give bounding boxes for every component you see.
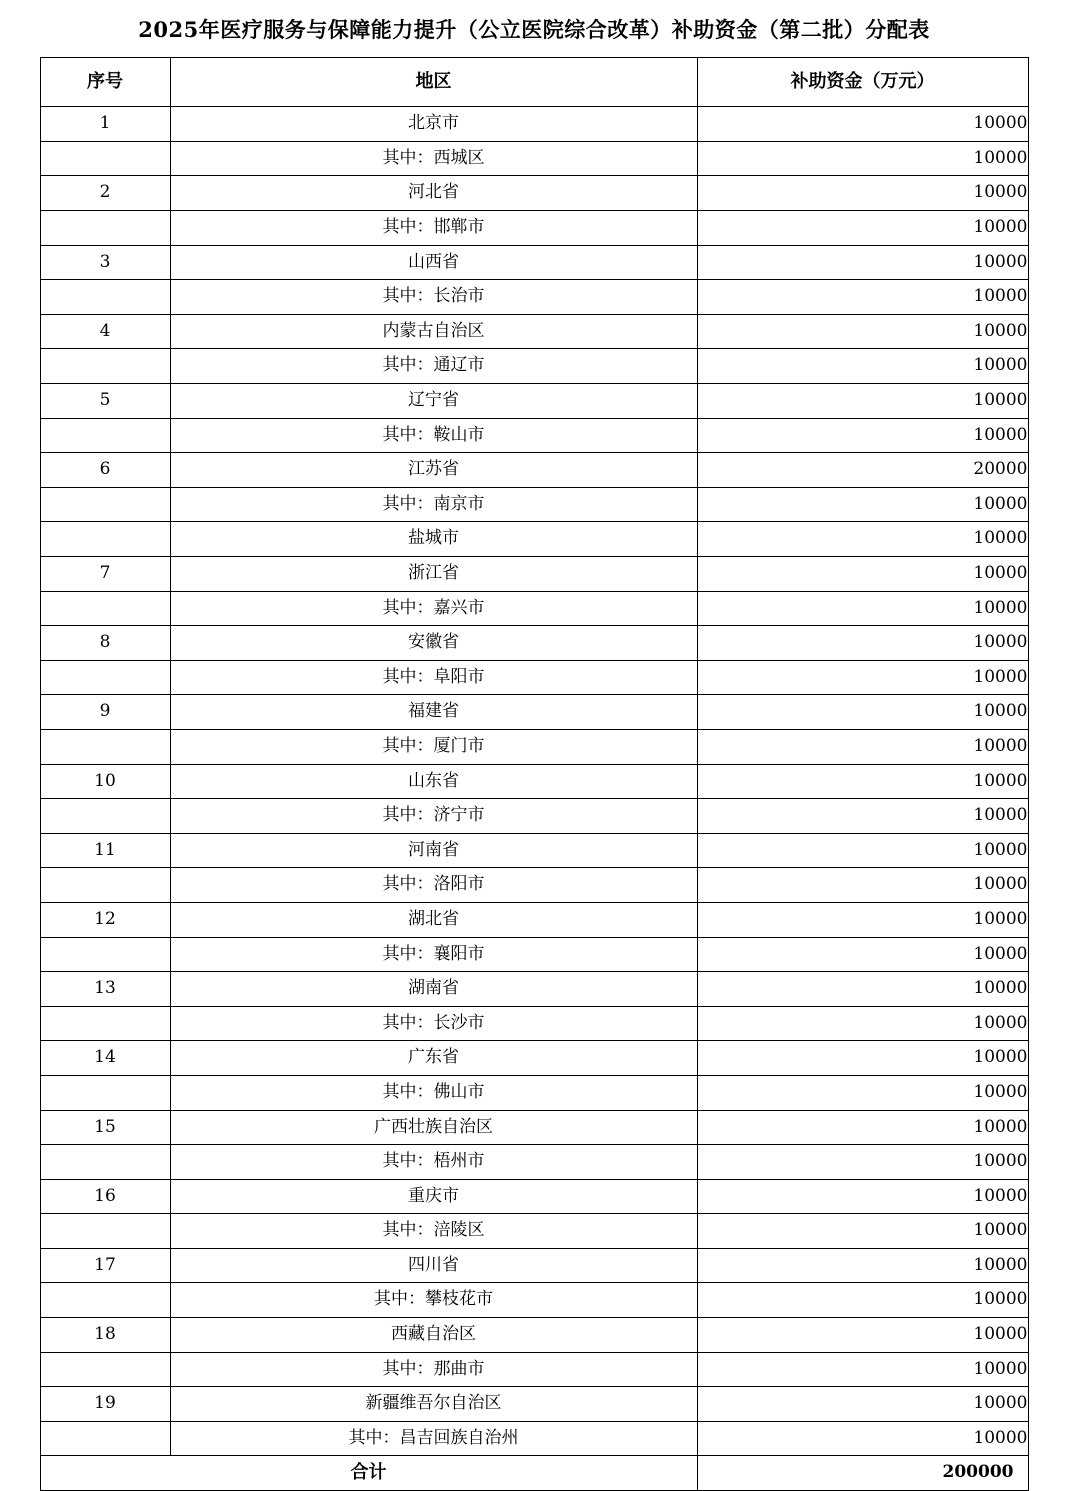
- row-region-sub: 其中：涪陵区: [170, 1214, 697, 1249]
- row-amount: 10000: [697, 1421, 1028, 1456]
- row-region: 北京市: [170, 107, 697, 142]
- table-row: [40, 1318, 1028, 1353]
- row-amount: 10000: [697, 799, 1028, 834]
- row-region-sub: 其中：邯郸市: [170, 211, 697, 246]
- row-index: 12: [40, 902, 170, 937]
- row-region-sub: 其中：那曲市: [170, 1352, 697, 1387]
- table-header-row: [40, 58, 1028, 107]
- row-index: [40, 729, 170, 764]
- row-index: 3: [40, 245, 170, 280]
- row-index: 19: [40, 1387, 170, 1422]
- table-row: [40, 314, 1028, 349]
- page-title: 2025年医疗服务与保障能力提升（公立医院综合改革）补助资金（第二批）分配表: [138, 17, 930, 42]
- table-row: [40, 1006, 1028, 1041]
- row-index: [40, 799, 170, 834]
- table-row: [40, 211, 1028, 246]
- table-row: [40, 902, 1028, 937]
- row-index: 5: [40, 384, 170, 419]
- row-amount: 10000: [697, 418, 1028, 453]
- total-label: 合计: [40, 1456, 697, 1491]
- row-amount: 10000: [697, 833, 1028, 868]
- row-region: 湖南省: [170, 972, 697, 1007]
- row-amount: 10000: [697, 695, 1028, 730]
- column-header-region: 地区: [170, 58, 697, 107]
- row-index: [40, 522, 170, 557]
- row-region: 西藏自治区: [170, 1318, 697, 1353]
- row-amount: 10000: [697, 1145, 1028, 1180]
- row-index: 13: [40, 972, 170, 1007]
- row-index: [40, 1283, 170, 1318]
- row-amount: 10000: [697, 176, 1028, 211]
- row-index: [40, 1352, 170, 1387]
- row-region: 河南省: [170, 833, 697, 868]
- table-row: [40, 1387, 1028, 1422]
- table-row: [40, 833, 1028, 868]
- table-row: [40, 176, 1028, 211]
- table-row: [40, 1421, 1028, 1456]
- row-index: 16: [40, 1179, 170, 1214]
- row-region: 山东省: [170, 764, 697, 799]
- row-amount: 10000: [697, 487, 1028, 522]
- total-row: [40, 1456, 1028, 1491]
- total-amount: 200000: [697, 1456, 1028, 1491]
- row-amount: 10000: [697, 1075, 1028, 1110]
- row-index: 8: [40, 626, 170, 661]
- row-index: [40, 1145, 170, 1180]
- row-index: 9: [40, 695, 170, 730]
- row-amount: 10000: [697, 384, 1028, 419]
- row-index: [40, 141, 170, 176]
- row-region-sub: 其中：长治市: [170, 280, 697, 315]
- table-row: [40, 522, 1028, 557]
- table-row: [40, 626, 1028, 661]
- row-amount: 10000: [697, 1318, 1028, 1353]
- row-region: 安徽省: [170, 626, 697, 661]
- row-region-sub: 其中：通辽市: [170, 349, 697, 384]
- row-amount: 10000: [697, 557, 1028, 592]
- row-amount: 10000: [697, 522, 1028, 557]
- row-index: 11: [40, 833, 170, 868]
- row-region-sub: 其中：佛山市: [170, 1075, 697, 1110]
- row-amount: 10000: [697, 1214, 1028, 1249]
- row-region: 广东省: [170, 1041, 697, 1076]
- row-amount: 20000: [697, 453, 1028, 488]
- row-amount: 10000: [697, 349, 1028, 384]
- row-region-sub: 其中：襄阳市: [170, 937, 697, 972]
- row-index: [40, 1075, 170, 1110]
- table-row: [40, 1352, 1028, 1387]
- table-row: [40, 729, 1028, 764]
- row-index: 14: [40, 1041, 170, 1076]
- column-header-index: 序号: [40, 58, 170, 107]
- table-row: [40, 453, 1028, 488]
- row-index: 6: [40, 453, 170, 488]
- row-index: 1: [40, 107, 170, 142]
- table-row: [40, 1214, 1028, 1249]
- row-region-sub: 其中：攀枝花市: [170, 1283, 697, 1318]
- row-amount: 10000: [697, 729, 1028, 764]
- row-amount: 10000: [697, 245, 1028, 280]
- row-amount: 10000: [697, 1110, 1028, 1145]
- row-amount: 10000: [697, 314, 1028, 349]
- row-index: [40, 660, 170, 695]
- row-region-sub: 其中：长沙市: [170, 1006, 697, 1041]
- row-index: [40, 1421, 170, 1456]
- row-index: [40, 211, 170, 246]
- table-row: [40, 937, 1028, 972]
- row-region-sub: 其中：西城区: [170, 141, 697, 176]
- table-row: [40, 1110, 1028, 1145]
- row-amount: 10000: [697, 1283, 1028, 1318]
- row-index: 17: [40, 1248, 170, 1283]
- row-index: [40, 418, 170, 453]
- row-region: 浙江省: [170, 557, 697, 592]
- row-index: [40, 349, 170, 384]
- row-region-sub: 其中：南京市: [170, 487, 697, 522]
- row-amount: 10000: [697, 591, 1028, 626]
- row-index: [40, 591, 170, 626]
- table-row: [40, 557, 1028, 592]
- table-row: [40, 764, 1028, 799]
- row-amount: 10000: [697, 1041, 1028, 1076]
- row-amount: 10000: [697, 280, 1028, 315]
- row-index: [40, 487, 170, 522]
- row-region-sub: 其中：嘉兴市: [170, 591, 697, 626]
- row-index: 4: [40, 314, 170, 349]
- table-row: [40, 107, 1028, 142]
- row-amount: 10000: [697, 937, 1028, 972]
- row-amount: 10000: [697, 211, 1028, 246]
- row-region: 四川省: [170, 1248, 697, 1283]
- table-row: [40, 695, 1028, 730]
- row-index: [40, 1214, 170, 1249]
- row-region-sub: 其中：厦门市: [170, 729, 697, 764]
- table-row: [40, 1075, 1028, 1110]
- row-amount: 10000: [697, 868, 1028, 903]
- row-amount: 10000: [697, 1352, 1028, 1387]
- row-region: 河北省: [170, 176, 697, 211]
- row-amount: 10000: [697, 1248, 1028, 1283]
- table-row: [40, 1041, 1028, 1076]
- row-index: [40, 280, 170, 315]
- row-region-sub: 其中：昌吉回族自治州: [170, 1421, 697, 1456]
- row-amount: 10000: [697, 972, 1028, 1007]
- table-row: [40, 799, 1028, 834]
- table-row: [40, 245, 1028, 280]
- row-index: 7: [40, 557, 170, 592]
- row-amount: 10000: [697, 902, 1028, 937]
- row-index: [40, 868, 170, 903]
- row-amount: 10000: [697, 660, 1028, 695]
- row-region: 重庆市: [170, 1179, 697, 1214]
- table-row: [40, 1248, 1028, 1283]
- row-region: 辽宁省: [170, 384, 697, 419]
- row-region-sub: 其中：梧州市: [170, 1145, 697, 1180]
- table-row: [40, 591, 1028, 626]
- row-region: 广西壮族自治区: [170, 1110, 697, 1145]
- row-region-sub: 其中：阜阳市: [170, 660, 697, 695]
- row-amount: 10000: [697, 1006, 1028, 1041]
- row-index: 10: [40, 764, 170, 799]
- row-region-sub: 其中：济宁市: [170, 799, 697, 834]
- table-row: [40, 1283, 1028, 1318]
- row-region: 江苏省: [170, 453, 697, 488]
- table-row: [40, 141, 1028, 176]
- row-index: [40, 1006, 170, 1041]
- row-region-sub: 盐城市: [170, 522, 697, 557]
- row-index: 18: [40, 1318, 170, 1353]
- table-row: [40, 868, 1028, 903]
- row-amount: 10000: [697, 764, 1028, 799]
- row-region: 内蒙古自治区: [170, 314, 697, 349]
- column-header-amount: 补助资金（万元）: [697, 58, 1028, 107]
- row-index: 2: [40, 176, 170, 211]
- row-region: 新疆维吾尔自治区: [170, 1387, 697, 1422]
- row-index: 15: [40, 1110, 170, 1145]
- row-amount: 10000: [697, 107, 1028, 142]
- row-amount: 10000: [697, 1387, 1028, 1422]
- table-row: [40, 660, 1028, 695]
- row-region-sub: 其中：鞍山市: [170, 418, 697, 453]
- row-region: 湖北省: [170, 902, 697, 937]
- table-row: [40, 280, 1028, 315]
- row-region: 福建省: [170, 695, 697, 730]
- row-amount: 10000: [697, 626, 1028, 661]
- row-region-sub: 其中：洛阳市: [170, 868, 697, 903]
- allocation-table: [40, 57, 1029, 1491]
- table-row: [40, 1179, 1028, 1214]
- table-row: [40, 349, 1028, 384]
- row-amount: 10000: [697, 141, 1028, 176]
- table-row: [40, 418, 1028, 453]
- row-index: [40, 937, 170, 972]
- table-row: [40, 487, 1028, 522]
- row-region: 山西省: [170, 245, 697, 280]
- table-row: [40, 972, 1028, 1007]
- table-header: [40, 58, 1028, 107]
- table-row: [40, 384, 1028, 419]
- table-row: [40, 1145, 1028, 1180]
- table-body: [40, 107, 1028, 1491]
- row-amount: 10000: [697, 1179, 1028, 1214]
